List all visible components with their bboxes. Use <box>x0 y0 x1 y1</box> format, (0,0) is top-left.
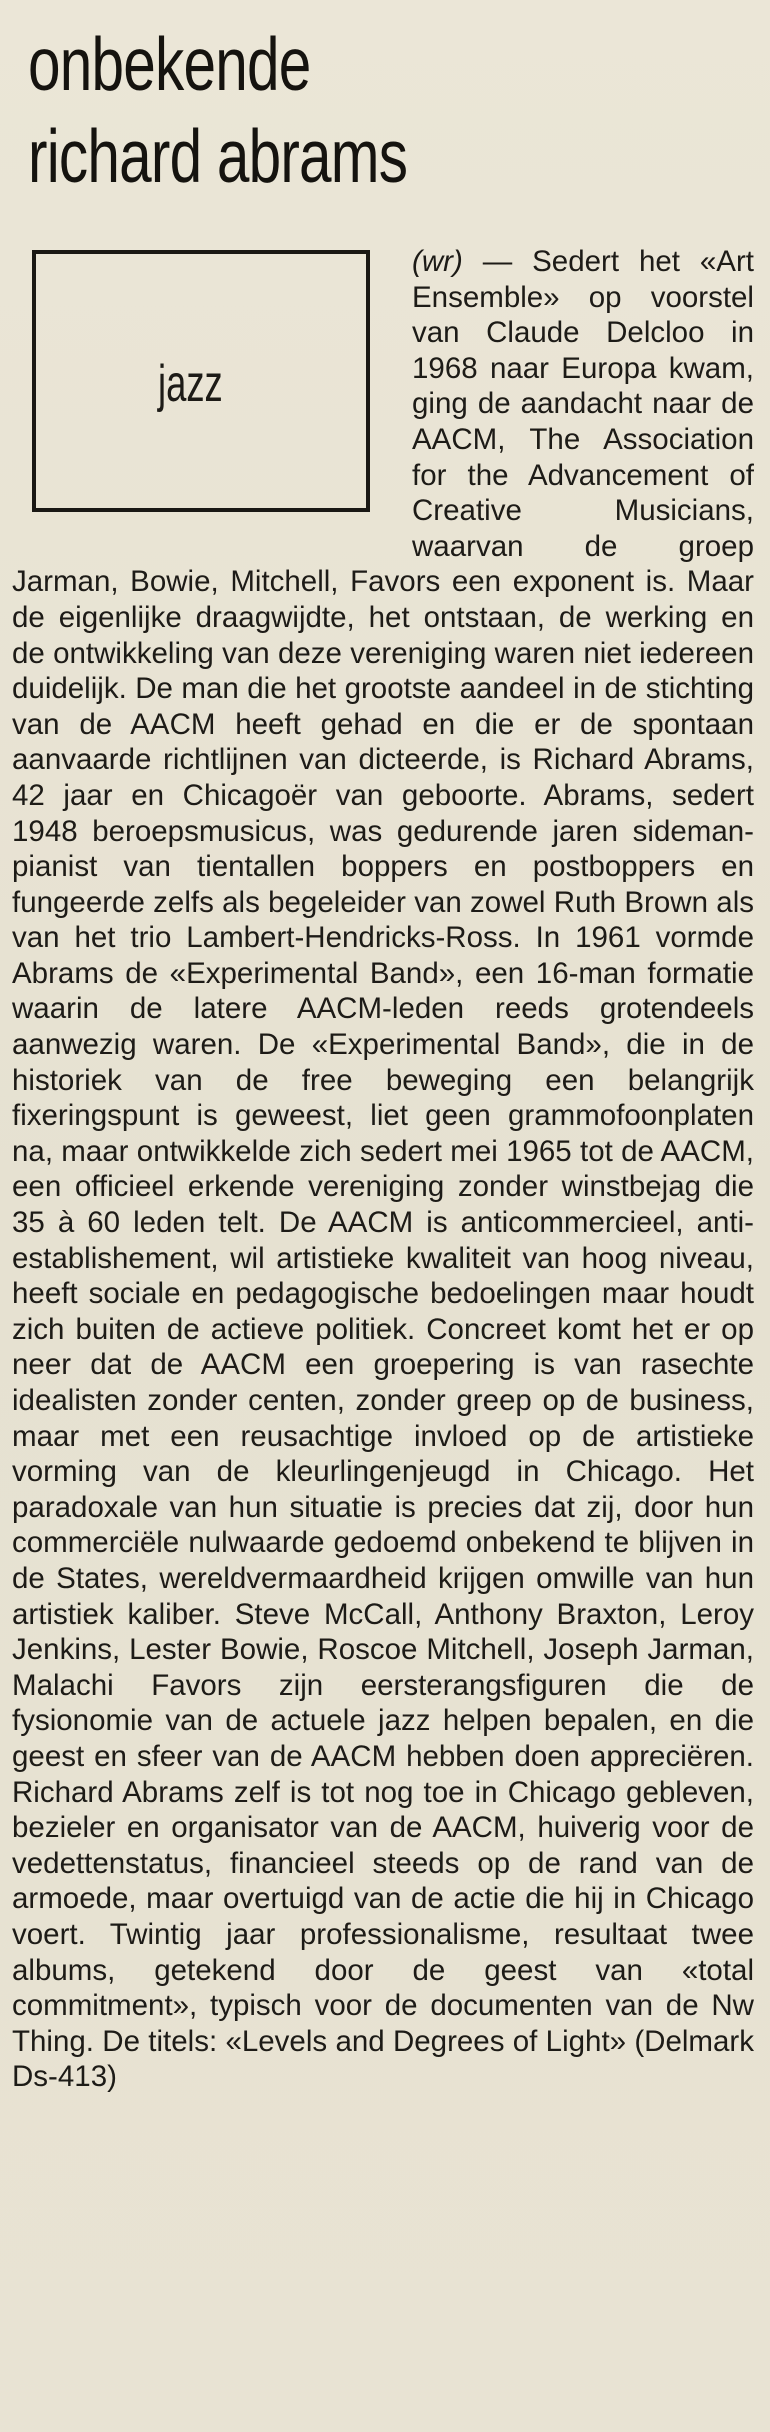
tag-box-spacer <box>12 244 412 562</box>
section-tag: jazz <box>158 355 223 413</box>
byline: (wr) <box>412 245 463 278</box>
article-body <box>12 244 754 2095</box>
headline-line-2: richard abrams <box>28 114 408 198</box>
headline-line-1: onbekende <box>28 22 311 106</box>
article-text: — Sedert het «Art Ensemble» op voorstel van Claude Delcloo in 1968 naar Europa kwam, ging de aandacht naar de AACM, The Association for the Advancement of Creative Musicians, waarvan de groep Jarman, Bowie, Mitchell, Favors een exponent is. Maar de eigenlijke draagwijdte, het ontstaan, de werking en de ontwikkeling van deze vereniging waren niet iedereen duidelijk. De man die het grootste aandeel in de stichting van de AACM heeft gehad en die er de spontaan aanvaarde richtlijnen van dicteerde, is Richard Abrams, 42 jaar en Chicagoër van geboorte. Abrams, sedert 1948 beroepsmusicus, was gedurende jaren sideman-pianist van tientallen boppers en postboppers en fungeerde zelfs als begeleider van zowel Ruth Brown als van het trio Lambert-Hendricks-Ross. In 1961 vormde Abrams de «Experimental Band», een 16-man formatie waarin de latere AACM-leden reeds grotendeels aanwezig waren. De «Experimental Band», die in de historiek van de free beweging een belangrijk fixeringspunt is geweest, liet geen grammofoonplaten na, maar ontwikkelde zich sedert mei 1965 tot de AACM, een officieel erkende vereniging zonder winstbejag die 35 à 60 leden telt. De AACM is anticommercieel, anti-establishement, wil artistieke kwaliteit van hoog niveau, heeft sociale en pedagogische bedoelingen maar houdt zich buiten de actieve politiek. Concreet komt het er op neer dat de AACM een groepering is van rasechte idealisten zonder centen, zonder greep op de business, maar met een reusachtige invloed op de artistieke vorming van de kleurlingenjeugd in Chicago. Het paradoxale van hun situatie is precies dat zij, door hun commerciële nulwaarde gedoemd onbekend te blijven in de States, wereldvermaardheid krijgen omwille van hun artistiek kaliber. Steve McCall, Anthony Braxton, Leroy Jenkins, Lester Bowie, Roscoe Mitchell, Joseph Jarman, Malachi Favors zijn eersterangsfiguren die de fysionomie van de actuele jazz helpen bepalen, en die geest en sfeer van de AACM hebben doen appreciëren. Richard Abrams zelf is tot nog toe in Chicago gebleven, bezieler en organisator van de AACM, huiverig voor de vedettenstatus, financieel steeds op de rand van de armoede, maar overtuigd van de actie die hij in Chicago voert. Twintig jaar professionalisme, resultaat twee albums, getekend door de geest van «total commitment», typisch voor de documenten van de Nw Thing. De titels: «Levels and Degrees of Light» (Delmark Ds-413) <box>12 245 754 2094</box>
headline <box>28 18 590 202</box>
